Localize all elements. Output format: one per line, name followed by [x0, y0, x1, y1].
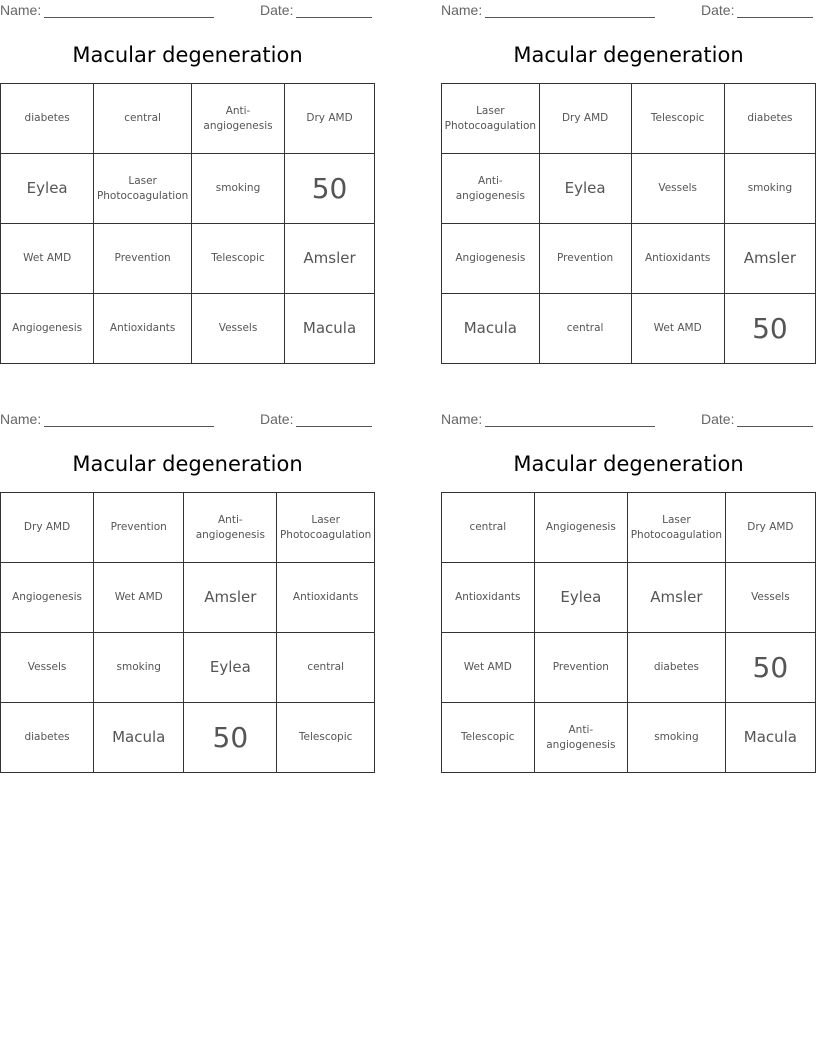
- name-field: [441, 2, 655, 18]
- grid-cell: Amsler: [724, 224, 815, 294]
- date-line: [737, 413, 813, 427]
- grid-cell: Eylea: [534, 563, 627, 633]
- name-line: [44, 413, 214, 427]
- grid-cell: Laser Photocoagulation: [94, 154, 192, 224]
- grid-cell: 50: [184, 703, 277, 773]
- grid-cell: Eylea: [1, 154, 94, 224]
- date-label: Date:: [260, 2, 294, 18]
- grid-row: [442, 154, 816, 224]
- grid-cell: Angiogenesis: [1, 563, 94, 633]
- grid-cell: Dry AMD: [725, 493, 815, 563]
- grid-cell: smoking: [724, 154, 815, 224]
- date-field: [260, 411, 372, 427]
- grid-row: [1, 493, 375, 563]
- grid-cell: Vessels: [1, 633, 94, 703]
- name-date-row: [0, 409, 375, 429]
- grid-cell: Macula: [94, 703, 184, 773]
- grid-cell: smoking: [628, 703, 726, 773]
- grid-cell: Anti-angiogenesis: [184, 493, 277, 563]
- name-date-row: [441, 0, 816, 20]
- date-label: Date:: [701, 2, 735, 18]
- grid-cell: Prevention: [94, 493, 184, 563]
- grid-cell: Wet AMD: [94, 563, 184, 633]
- grid-row: [1, 633, 375, 703]
- grid-cell: Eylea: [184, 633, 277, 703]
- grid-cell: Macula: [285, 294, 375, 364]
- grid-cell: Vessels: [725, 563, 815, 633]
- grid-cell: Antioxidants: [94, 294, 192, 364]
- bingo-card: [0, 0, 375, 337]
- name-label: Name:: [0, 2, 42, 18]
- grid-row: [442, 633, 816, 703]
- grid-cell: Wet AMD: [442, 633, 535, 703]
- grid-cell: 50: [724, 294, 815, 364]
- grid-cell: Macula: [442, 294, 540, 364]
- grid-row: [442, 294, 816, 364]
- grid-cell: Dry AMD: [1, 493, 94, 563]
- grid-cell: central: [539, 294, 631, 364]
- bingo-grid: [0, 83, 375, 364]
- bingo-card: [0, 409, 375, 754]
- grid-cell: Antioxidants: [631, 224, 724, 294]
- grid-cell: diabetes: [724, 84, 815, 154]
- name-date-row: [441, 409, 816, 429]
- grid-row: [1, 703, 375, 773]
- grid-cell: Wet AMD: [631, 294, 724, 364]
- grid-cell: Angiogenesis: [442, 224, 540, 294]
- grid-cell: Amsler: [184, 563, 277, 633]
- grid-cell: Anti-angiogenesis: [191, 84, 284, 154]
- grid-cell: Prevention: [94, 224, 192, 294]
- grid-cell: Angiogenesis: [534, 493, 627, 563]
- name-field: [441, 411, 655, 427]
- grid-cell: Laser Photocoagulation: [277, 493, 375, 563]
- grid-row: [442, 84, 816, 154]
- date-field: [701, 2, 813, 18]
- grid-row: [1, 563, 375, 633]
- grid-cell: diabetes: [1, 703, 94, 773]
- grid-cell: Telescopic: [631, 84, 724, 154]
- grid-cell: Telescopic: [442, 703, 535, 773]
- grid-cell: Antioxidants: [277, 563, 375, 633]
- card-title: Macular degeneration: [72, 43, 303, 67]
- card-title: Macular degeneration: [513, 452, 744, 476]
- grid-cell: Eylea: [539, 154, 631, 224]
- grid-cell: Vessels: [631, 154, 724, 224]
- grid-cell: Telescopic: [277, 703, 375, 773]
- grid-cell: smoking: [191, 154, 284, 224]
- grid-row: [1, 224, 375, 294]
- name-field: [0, 2, 214, 18]
- grid-row: [442, 493, 816, 563]
- card-title: Macular degeneration: [513, 43, 744, 67]
- bingo-grid: [441, 492, 816, 773]
- date-field: [701, 411, 813, 427]
- grid-cell: Prevention: [539, 224, 631, 294]
- grid-cell: Vessels: [191, 294, 284, 364]
- grid-row: [442, 563, 816, 633]
- grid-row: [1, 154, 375, 224]
- bingo-card: [441, 0, 816, 345]
- bingo-grid: [0, 492, 375, 773]
- name-line: [485, 4, 655, 18]
- grid-cell: Telescopic: [191, 224, 284, 294]
- grid-cell: smoking: [94, 633, 184, 703]
- grid-cell: Anti-angiogenesis: [534, 703, 627, 773]
- name-line: [485, 413, 655, 427]
- grid-cell: Amsler: [628, 563, 726, 633]
- name-field: [0, 411, 214, 427]
- bingo-card: [441, 409, 816, 751]
- date-label: Date:: [701, 411, 735, 427]
- grid-row: [1, 84, 375, 154]
- grid-cell: central: [442, 493, 535, 563]
- grid-cell: Laser Photocoagulation: [442, 84, 540, 154]
- grid-cell: Dry AMD: [539, 84, 631, 154]
- grid-cell: Macula: [725, 703, 815, 773]
- date-field: [260, 2, 372, 18]
- date-label: Date:: [260, 411, 294, 427]
- grid-cell: Laser Photocoagulation: [628, 493, 726, 563]
- date-line: [296, 4, 372, 18]
- grid-cell: Prevention: [534, 633, 627, 703]
- grid-row: [442, 224, 816, 294]
- date-line: [737, 4, 813, 18]
- grid-cell: central: [277, 633, 375, 703]
- grid-cell: central: [94, 84, 192, 154]
- name-label: Name:: [0, 411, 42, 427]
- grid-cell: Amsler: [285, 224, 375, 294]
- grid-cell: diabetes: [628, 633, 726, 703]
- grid-cell: Wet AMD: [1, 224, 94, 294]
- name-date-row: [0, 0, 375, 20]
- bingo-grid: [441, 83, 816, 364]
- grid-cell: Angiogenesis: [1, 294, 94, 364]
- grid-row: [1, 294, 375, 364]
- name-line: [44, 4, 214, 18]
- grid-cell: Anti-angiogenesis: [442, 154, 540, 224]
- grid-row: [442, 703, 816, 773]
- date-line: [296, 413, 372, 427]
- card-title: Macular degeneration: [72, 452, 303, 476]
- name-label: Name:: [441, 411, 483, 427]
- grid-cell: diabetes: [1, 84, 94, 154]
- grid-cell: Antioxidants: [442, 563, 535, 633]
- grid-cell: Dry AMD: [285, 84, 375, 154]
- grid-cell: 50: [725, 633, 815, 703]
- grid-cell: 50: [285, 154, 375, 224]
- name-label: Name:: [441, 2, 483, 18]
